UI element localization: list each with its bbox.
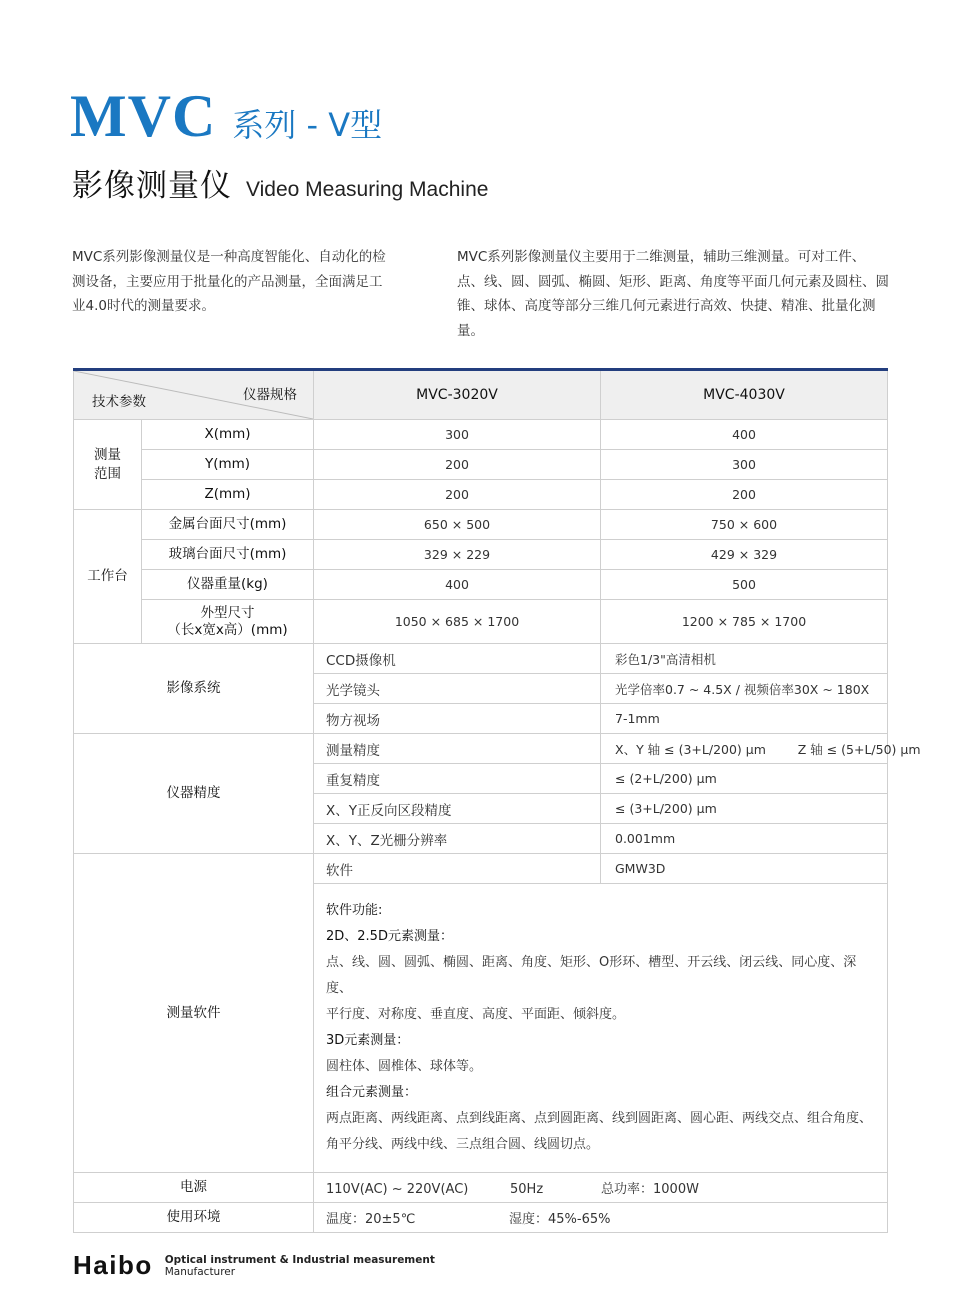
group-imaging: 影像系统: [74, 644, 314, 734]
row-value: 0.001mm: [601, 824, 888, 854]
row-label: 光学镜头: [314, 674, 601, 704]
value-a: 1050 × 685 × 1700: [314, 600, 601, 644]
group-software: 测量软件: [74, 854, 314, 1173]
param-label: 技术参数: [92, 394, 146, 410]
row-value: 彩色1/3"高清相机: [601, 644, 888, 674]
table-row: [74, 570, 888, 600]
func-2d-heading: 2D、2.5D元素测量：: [326, 929, 453, 944]
value-b: 750 × 600: [601, 510, 888, 540]
software-functions: [314, 884, 888, 1173]
model-a-header: MVC-3020V: [314, 370, 601, 420]
environment-humidity: 湿度：45%-65%: [509, 1212, 611, 1227]
page-subtitle: [72, 160, 488, 205]
table-row: [74, 1203, 888, 1233]
power-voltage: 110V(AC) ~ 220V(AC): [326, 1182, 469, 1197]
row-value: X、Y 轴 ≤ (3+L/200) μm Z 轴 ≤ (5+L/50) μm: [601, 734, 888, 764]
group-range: [74, 420, 142, 510]
brand-title: MVC: [70, 83, 217, 149]
func-2d-text-2: 平行度、对称度、垂直度、高度、平面距、倾斜度。: [326, 1007, 626, 1022]
haibo-logo: Haibo: [73, 1250, 153, 1280]
model-b-header: MVC-4030V: [601, 370, 888, 420]
func-3d-text: 圆柱体、圆椎体、球体等。: [326, 1059, 483, 1074]
func-title: 软件功能:: [326, 903, 383, 918]
header-diagonal-cell: [74, 370, 314, 420]
row-label: X(mm): [142, 420, 314, 450]
environment-label: 使用环境: [74, 1203, 314, 1233]
row-value: 光学倍率0.7 ~ 4.5X / 视频倍率30X ~ 180X: [601, 674, 888, 704]
row-label: 外型尺寸 （长x宽x高）(mm): [142, 600, 314, 644]
row-label: 仪器重量(kg): [142, 570, 314, 600]
row-value: GMW3D: [601, 854, 888, 884]
value-a: 329 × 229: [314, 540, 601, 570]
row-label: 重复精度: [314, 764, 601, 794]
group-range-label: 测量 范围: [94, 446, 121, 482]
subtitle-cn: 影像测量仪: [72, 168, 232, 204]
table-row: [74, 540, 888, 570]
table-row: [74, 644, 888, 674]
table-row: [74, 450, 888, 480]
intro-left: MVC系列影像测量仪是一种高度智能化、自动化的检测设备，主要应用于批量化的产品测量，全面满足工业4.0时代的测量要求。: [72, 249, 386, 314]
value-b: 200: [601, 480, 888, 510]
func-2d-text-1: 点、线、圆、圆弧、椭圆、距离、角度、矩形、O形环、槽型、开云线、闭云线、同心度、深度、: [326, 955, 857, 996]
power-frequency: 50Hz: [510, 1182, 544, 1197]
group-worktable: 工作台: [74, 510, 142, 644]
power-total: 总功率：1000W: [601, 1182, 699, 1197]
value-b: 300: [601, 450, 888, 480]
row-label: 测量精度: [314, 734, 601, 764]
row-value: 7-1mm: [601, 704, 888, 734]
footer-tagline: [165, 1254, 435, 1278]
table-row: [74, 510, 888, 540]
row-label: CCD摄像机: [314, 644, 601, 674]
row-label: Y(mm): [142, 450, 314, 480]
group-precision: 仪器精度: [74, 734, 314, 854]
value-b: 1200 × 785 × 1700: [601, 600, 888, 644]
environment-temp: 温度：20±5℃: [326, 1212, 416, 1227]
row-label: 软件: [314, 854, 601, 884]
footer: [73, 1250, 435, 1281]
func-3d-heading: 3D元素测量：: [326, 1033, 410, 1048]
table-row: [74, 420, 888, 450]
value-a: 300: [314, 420, 601, 450]
subtitle-en: Video Measuring Machine: [246, 178, 489, 201]
environment-values: [314, 1203, 888, 1233]
intro-right: MVC系列影像测量仪主要用于二维测量，辅助三维测量。可对工件、点、线、圆、圆弧、椭圆、矩形、距离、角度等平面几何元素及圆柱、圆锥、球体、高度等部分三维几何元素进行高效、快捷、精准、批量化测量。: [457, 249, 889, 339]
table-header-row: [74, 370, 888, 420]
value-b: 500: [601, 570, 888, 600]
row-value: ≤ (2+L/200) μm: [601, 764, 888, 794]
table-row: [74, 480, 888, 510]
table-row: [74, 1173, 888, 1203]
value-b: 429 × 329: [601, 540, 888, 570]
func-comb-heading: 组合元素测量：: [326, 1085, 418, 1100]
table-row: [74, 734, 888, 764]
value-a: 200: [314, 450, 601, 480]
row-label: Z(mm): [142, 480, 314, 510]
value-a: 200: [314, 480, 601, 510]
power-label: 电源: [74, 1173, 314, 1203]
spec-label: 仪器规格: [243, 387, 297, 403]
row-label: 金属台面尺寸(mm): [142, 510, 314, 540]
tagline-line-2: Manufacturer: [164, 1265, 236, 1278]
power-values: [314, 1173, 888, 1203]
row-label: 玻璃台面尺寸(mm): [142, 540, 314, 570]
value-a: 400: [314, 570, 601, 600]
row-label: 物方视场: [314, 704, 601, 734]
func-comb-text-1: 两点距离、两线距离、点到线距离、点到圆距离、线到圆距离、圆心距、两线交点、组合角度、: [326, 1111, 873, 1126]
tagline-line-1: Optical instrument & Industrial measurement: [164, 1253, 435, 1266]
row-label: X、Y正反向区段精度: [314, 794, 601, 824]
spec-table: [73, 368, 921, 1233]
row-label: X、Y、Z光栅分辨率: [314, 824, 601, 854]
value-b: 400: [601, 420, 888, 450]
page-title: [70, 82, 382, 151]
table-row: [74, 600, 888, 644]
table-row: [74, 854, 888, 884]
func-comb-text-2: 角平分线、两线中线、三点组合圆、线圆切点。: [326, 1137, 600, 1152]
series-title: 系列 - V型: [232, 106, 383, 144]
value-a: 650 × 500: [314, 510, 601, 540]
row-value: ≤ (3+L/200) μm: [601, 794, 888, 824]
